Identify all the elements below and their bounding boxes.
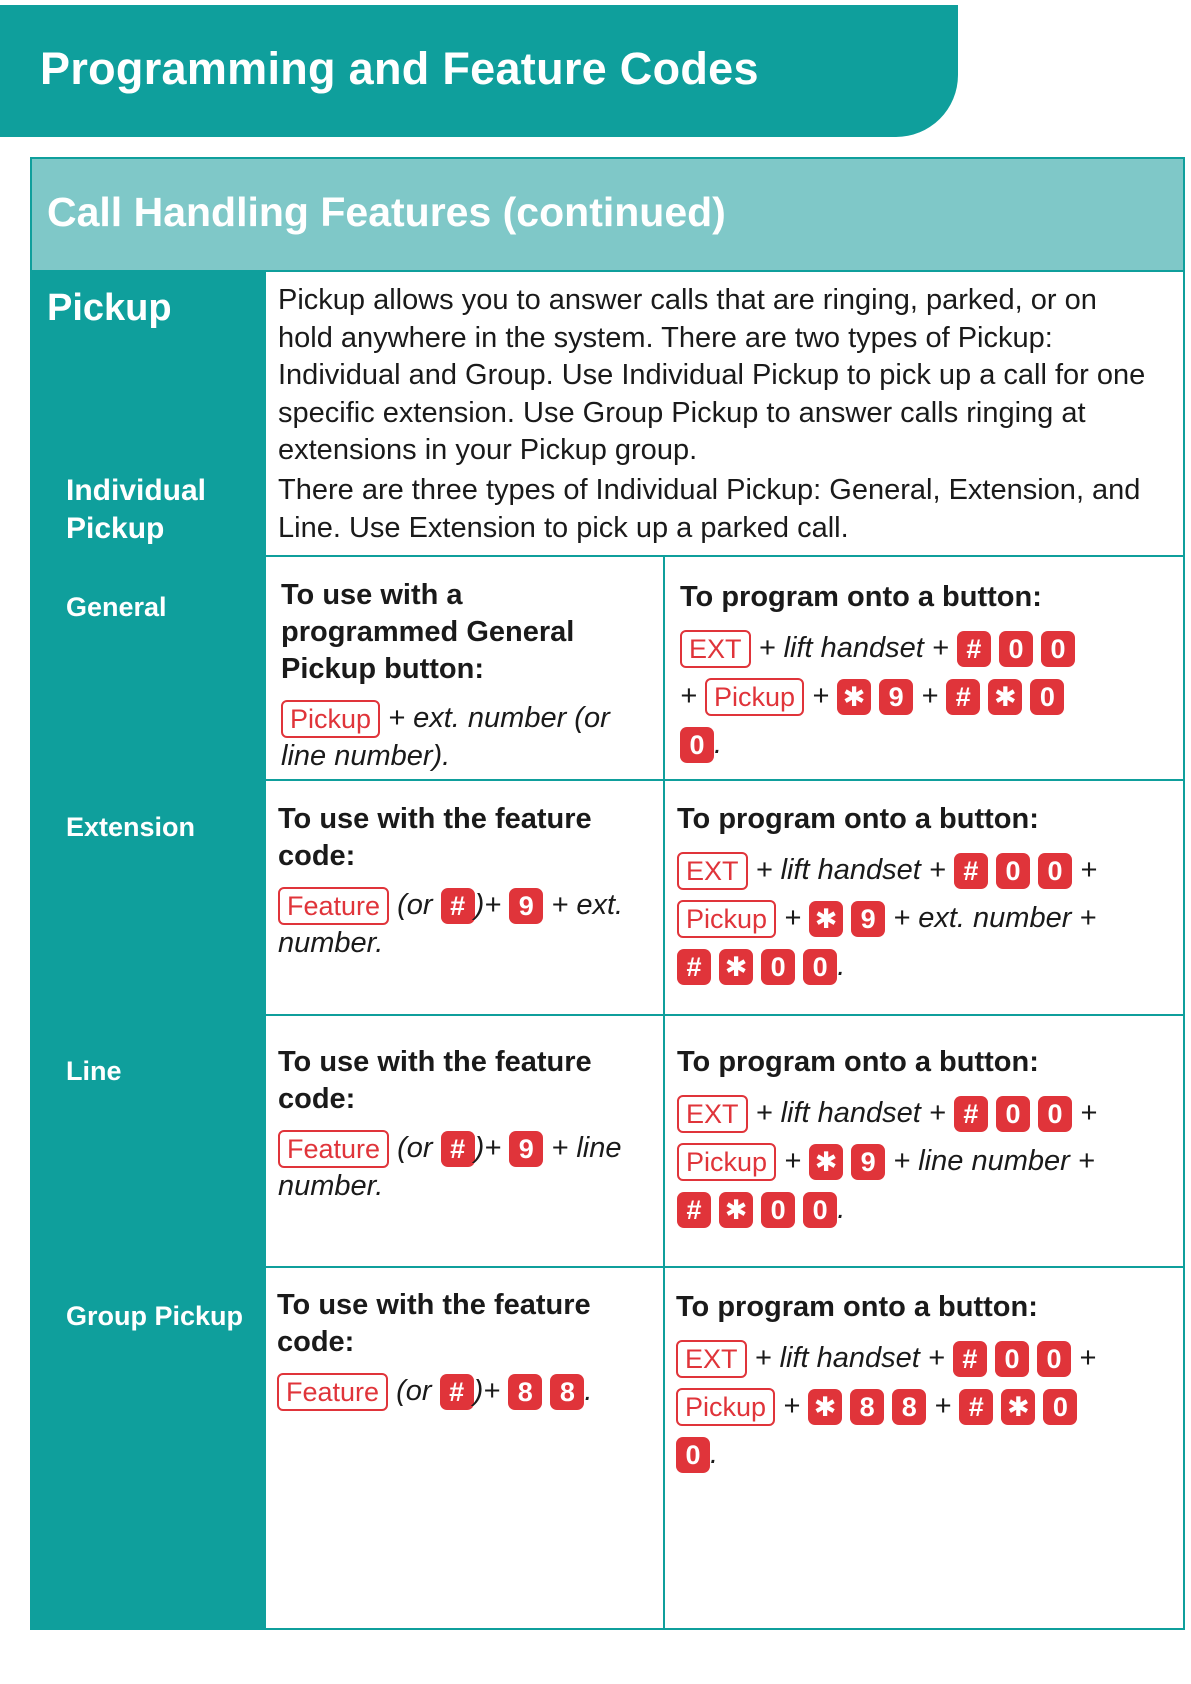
label-column — [32, 272, 266, 1628]
step-text: number + — [973, 902, 1097, 934]
zero-key: 0 — [676, 1437, 710, 1473]
extension-use-title: To use with the feature code: — [278, 803, 592, 872]
hash-key: # — [954, 1096, 988, 1132]
line-program-title: To program onto a button: — [677, 1046, 1039, 1078]
zero-key: 0 — [680, 727, 714, 763]
label-pickup: Pickup — [47, 287, 172, 329]
group-program-cell — [676, 1289, 1096, 1478]
general-use-cell — [281, 577, 641, 774]
group-program-steps — [676, 1334, 1096, 1478]
label-general: General — [66, 592, 167, 622]
step-text: + ext. number (or — [388, 702, 610, 734]
hash-key: # — [953, 1341, 987, 1377]
zero-key: 0 — [761, 949, 795, 985]
step-text: )+ — [473, 1375, 501, 1407]
star-key: ✱ — [719, 949, 753, 985]
eight-key: 8 — [508, 1374, 542, 1410]
zero-key: 0 — [803, 1192, 837, 1228]
column-divider-middle — [663, 555, 665, 1628]
step-text: line number). — [281, 740, 451, 773]
group-program-title: To program onto a button: — [676, 1291, 1038, 1323]
general-use-steps — [281, 700, 641, 774]
step-text: + lift handset + — [755, 1097, 946, 1129]
page-title: Programming and Feature Codes — [40, 43, 759, 94]
pickup-key: Pickup — [281, 700, 380, 738]
extension-program-title: To program onto a button: — [677, 803, 1039, 835]
step-text: + line — [893, 1145, 964, 1177]
step-text: (or — [397, 1132, 433, 1164]
feature-key: Feature — [278, 887, 389, 925]
general-program-cell — [680, 579, 1090, 768]
eight-key: 8 — [550, 1374, 584, 1410]
individual-pickup-description: There are three types of Individual Pickup: General, Extension, and Line. Use Extension to pick up a parked call. — [278, 474, 1141, 544]
zero-key: 0 — [999, 631, 1033, 667]
zero-key: 0 — [996, 853, 1030, 889]
column-divider-left — [249, 555, 251, 1628]
extension-program-steps — [677, 846, 1097, 990]
step-text: . — [714, 728, 723, 760]
step-text: + lift handset + — [758, 632, 949, 664]
ext-key: EXT — [676, 1340, 747, 1378]
step-text: + ext. — [893, 902, 965, 934]
pickup-key: Pickup — [677, 900, 776, 938]
step-text: + — [934, 1390, 952, 1422]
feature-key: Feature — [278, 1130, 389, 1168]
hash-key: # — [957, 631, 991, 667]
nine-key: 9 — [851, 1144, 885, 1180]
ext-key: EXT — [680, 630, 751, 668]
line-use-title: To use with the feature code: — [278, 1046, 592, 1115]
step-text: + — [680, 680, 697, 712]
hash-key: # — [441, 1131, 475, 1167]
nine-key: 9 — [509, 888, 543, 924]
group-use-cell — [277, 1287, 652, 1411]
general-program-steps — [680, 624, 1090, 768]
zero-key: 0 — [761, 1192, 795, 1228]
hash-key: # — [440, 1374, 474, 1410]
row-divider-extension — [249, 779, 1183, 781]
step-text: number + — [971, 1145, 1095, 1177]
pickup-key: Pickup — [705, 678, 804, 716]
step-text: + — [921, 680, 939, 712]
pickup-description: Pickup allows you to answer calls that are ringing, parked, or on hold anywhere in the system. There are two types of Pickup: Individual and Group. Use Individual Pickup to pick up a call for one specific extension. Use Group Pickup to answer calls ringing at extensions in your Pickup group. — [278, 284, 1146, 466]
step-text: . — [837, 950, 846, 982]
zero-key: 0 — [1030, 679, 1064, 715]
step-text: + line — [551, 1132, 622, 1164]
line-use-cell — [278, 1044, 653, 1204]
zero-key: 0 — [1038, 1096, 1072, 1132]
eight-key: 8 — [850, 1389, 884, 1425]
step-text: (or — [396, 1375, 432, 1407]
step-text: . — [710, 1438, 719, 1470]
step-text: number. — [278, 1170, 384, 1203]
step-text: + — [1080, 854, 1098, 886]
general-use-title: To use with a programmed General Pickup button: — [281, 579, 575, 685]
star-key: ✱ — [1001, 1389, 1035, 1425]
step-text: )+ — [474, 1132, 502, 1164]
label-group-pickup: Group Pickup — [66, 1301, 244, 1331]
hash-key: # — [441, 888, 475, 924]
nine-key: 9 — [509, 1131, 543, 1167]
star-key: ✱ — [809, 901, 843, 937]
step-text: + ext. — [551, 889, 624, 921]
zero-key: 0 — [803, 949, 837, 985]
zero-key: 0 — [995, 1341, 1029, 1377]
general-program-title: To program onto a button: — [680, 581, 1042, 613]
star-key: ✱ — [988, 679, 1022, 715]
step-text: number. — [278, 927, 384, 960]
ext-key: EXT — [677, 852, 748, 890]
eight-key: 8 — [892, 1389, 926, 1425]
row-divider-general — [249, 555, 1183, 557]
section-header — [32, 159, 1183, 272]
pickup-key: Pickup — [676, 1388, 775, 1426]
pickup-key: Pickup — [677, 1143, 776, 1181]
hash-key: # — [677, 949, 711, 985]
star-key: ✱ — [809, 1144, 843, 1180]
feature-key: Feature — [277, 1373, 388, 1411]
zero-key: 0 — [1037, 1341, 1071, 1377]
step-text: + — [1079, 1342, 1097, 1374]
label-individual-pickup: Individual Pickup — [66, 474, 207, 545]
nine-key: 9 — [851, 901, 885, 937]
label-line: Line — [66, 1056, 122, 1086]
ext-key: EXT — [677, 1095, 748, 1133]
step-text: . — [584, 1375, 593, 1407]
title-band — [0, 5, 958, 137]
hash-key: # — [946, 679, 980, 715]
group-use-title: To use with the feature code: — [277, 1289, 591, 1358]
hash-key: # — [677, 1192, 711, 1228]
step-text: + — [812, 680, 830, 712]
line-use-steps — [278, 1130, 653, 1204]
nine-key: 9 — [879, 679, 913, 715]
zero-key: 0 — [1041, 631, 1075, 667]
step-text: (or — [397, 889, 433, 921]
zero-key: 0 — [1038, 853, 1072, 889]
feature-panel — [30, 157, 1185, 1630]
step-text: . — [837, 1193, 846, 1225]
zero-key: 0 — [1043, 1389, 1077, 1425]
step-text: + lift handset + — [755, 854, 946, 886]
step-text: + — [784, 902, 802, 934]
star-key: ✱ — [837, 679, 871, 715]
extension-use-steps — [278, 887, 653, 961]
step-text: + — [1080, 1097, 1098, 1129]
extension-use-cell — [278, 801, 653, 961]
star-key: ✱ — [808, 1389, 842, 1425]
hash-key: # — [959, 1389, 993, 1425]
star-key: ✱ — [719, 1192, 753, 1228]
line-program-steps — [677, 1089, 1097, 1233]
step-text: + — [783, 1390, 801, 1422]
step-text: + — [784, 1145, 802, 1177]
label-extension: Extension — [66, 812, 196, 842]
row-divider-line — [249, 1014, 1183, 1016]
line-program-cell — [677, 1044, 1097, 1233]
step-text: + lift handset + — [754, 1342, 945, 1374]
extension-program-cell — [677, 801, 1097, 990]
group-use-steps — [277, 1373, 652, 1411]
zero-key: 0 — [996, 1096, 1030, 1132]
section-title: Call Handling Features (continued) — [47, 189, 726, 235]
step-text: )+ — [474, 889, 502, 921]
hash-key: # — [954, 853, 988, 889]
row-divider-group — [249, 1266, 1183, 1268]
